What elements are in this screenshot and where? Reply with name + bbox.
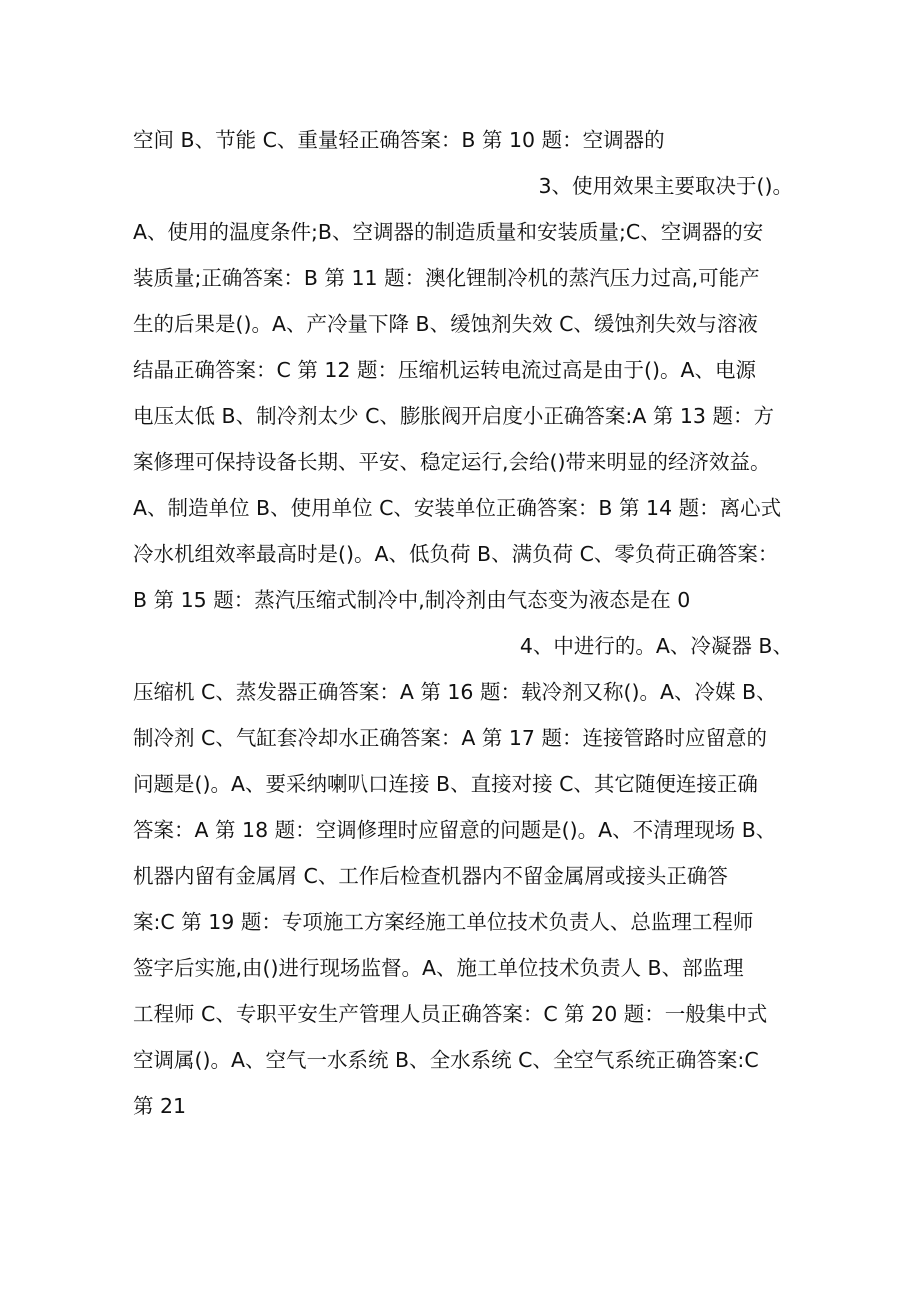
text-line-7: 电压太低 B、制冷剂太少 C、膨胀阀开启度小正确答案:A 第 13 题：方 xyxy=(133,404,774,428)
text-line-11: B 第 15 题：蒸汽压缩式制冷中,制冷剂由气态变为液态是在 0 xyxy=(133,588,691,612)
text-line-4: 装质量;正确答案：B 第 11 题：澳化锂制冷机的蒸汽压力过高,可能产 xyxy=(133,266,760,290)
text-line-21: 空调属()。A、空气一水系统 B、全水系统 C、全空气系统正确答案:C xyxy=(133,1048,759,1072)
text-line-6: 结晶正确答案：C 第 12 题：压缩机运转电流过高是由于()。A、电源 xyxy=(133,358,756,382)
text-line-19: 签字后实施,由()进行现场监督。A、施工单位技术负责人 B、部监理 xyxy=(133,956,744,980)
text-line-16: 答案：A 第 18 题：空调修理时应留意的问题是()。A、不清理现场 B、 xyxy=(133,818,777,842)
text-line-18: 案:C 第 19 题：专项施工方案经施工单位技术负责人、总监理工程师 xyxy=(133,910,754,934)
text-line-1: 空间 B、节能 C、重量轻正确答案：B 第 10 题：空调器的 xyxy=(133,128,665,152)
text-line-10: 冷水机组效率最高时是()。A、低负荷 B、满负荷 C、零负荷正确答案： xyxy=(133,542,779,566)
text-line-5: 生的后果是()。A、产冷量下降 B、缓蚀剂失效 C、缓蚀剂失效与溶液 xyxy=(133,312,758,336)
text-line-3: A、使用的温度条件;B、空调器的制造质量和安装质量;C、空调器的安 xyxy=(133,220,764,244)
text-line-20: 工程师 C、专职平安生产管理人员正确答案：C 第 20 题：一般集中式 xyxy=(133,1002,768,1026)
text-line-15: 问题是()。A、要采纳喇叭口连接 B、直接对接 C、其它随便连接正确 xyxy=(133,772,758,796)
text-line-12: 4、中进行的。A、冷凝器 B、 xyxy=(519,634,793,658)
text-line-14: 制冷剂 C、气缸套冷却水正确答案：A 第 17 题：连接管路时应留意的 xyxy=(133,726,767,750)
text-line-17: 机器内留有金属屑 C、工作后检查机器内不留金属屑或接头正确答 xyxy=(133,864,728,888)
text-line-22: 第 21 xyxy=(133,1094,187,1118)
text-line-2: 3、使用效果主要取决于()。 xyxy=(538,174,793,198)
text-line-13: 压缩机 C、蒸发器正确答案：A 第 16 题：载冷剂又称()。A、冷媒 B、 xyxy=(133,680,777,704)
text-line-8: 案修理可保持设备长期、平安、稳定运行,会给()带来明显的经济效益。 xyxy=(133,450,771,474)
text-line-9: A、制造单位 B、使用单位 C、安装单位正确答案：B 第 14 题：离心式 xyxy=(133,496,782,520)
